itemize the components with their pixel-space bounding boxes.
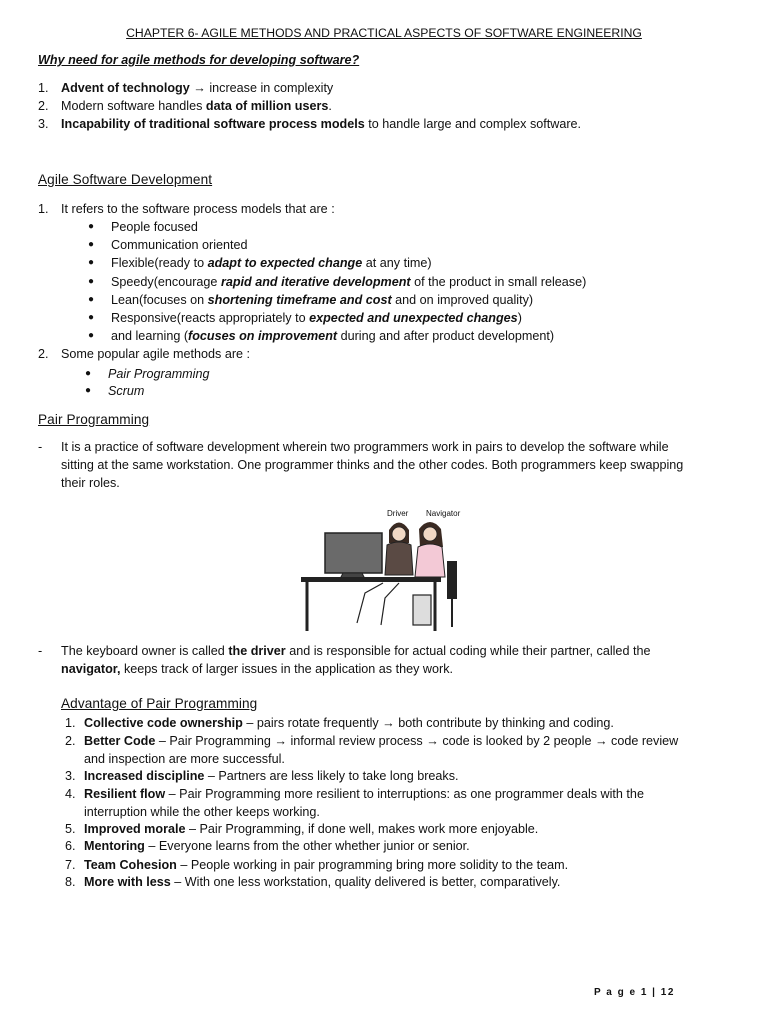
bullet-dot: ●: [88, 239, 95, 250]
document-page: CHAPTER 6- AGILE METHODS AND PRACTICAL ASPECTS OF SOFTWARE ENGINEERING Why need for agile methods for developing software? 1. Advent of technology → increase in complexity 2. Modern software handles data of million users. 3. Incapability of traditional software process models to handle large and complex software. Agile Software Development 1. It refers to the software process models that are : ● People focused ● Communication oriented ● Flexible(ready to adapt to expected change at any time) ● Speedy(encourage rapid and iterative development of the product in small release) ● Lean(focuses on shortening timeframe and cost and on improved quality) ● Responsive(reacts appropriately to expected and unexpected changes) ● and learning (focuses on improvement during and after product development) 2. Some popular agile methods are : ● Pair Programming ● Scrum Pair Programming - It is a practice of software development wherein two programmers work in pairs to develop the software while sitting at the same workstation. One programmer thinks and the other codes. Both programmers keep swapping their roles. Driver Navigator - The keyboard owner is called the driver and is responsible for actual coding while their partner, called the navigator, keeps track of larger issues in the application as they work. Advantage of Pair Programming 1. Collective code ownership – pairs rotate frequently → both contribute by thinking and coding. 2. Better Code – Pair Programming → informal review process → code is looked by 2 people → code review and inspection are more successful. 3. Increased discipline – Partners are less likely to take long breaks. 4. Resilient flow – Pair Programming more resilient to interruptions: as one programmer deals with the interruption while the other keeps working. 5. Improved morale – Pair Programming, if done well, makes work more enjoyable. 6. Mentoring – Everyone learns from the other whether junior or senior. 7. Team Cohesion – People working in pair programming bring more solidity to the team. 8. More with less – With one less workstation, quality delivered is better, comparatively. P a g e 1 | 12: [0, 0, 768, 1024]
monitor-icon: [325, 533, 382, 573]
pair-programming-illustration: [295, 503, 465, 633]
bullet-dot: ●: [88, 330, 95, 341]
pair-paragraph: It is a practice of software development wherein two programmers work in pairs to develop the software while sitting at the same workstation. One programmer thinks and the other codes. Both programmers keep swapping their roles.: [61, 440, 684, 490]
chair-icon: [447, 561, 457, 599]
bullet-dot: ●: [85, 385, 92, 396]
why-heading: Why need for agile methods for developing software?: [38, 53, 360, 67]
chapter-title: CHAPTER 6- AGILE METHODS AND PRACTICAL ASPECTS OF SOFTWARE ENGINEERING: [126, 26, 642, 40]
page-number: P a g e 1 | 12: [594, 987, 675, 998]
bullet-dot: ●: [88, 276, 95, 287]
bullet-dot: ●: [85, 368, 92, 379]
bullet-dot: ●: [88, 312, 95, 323]
bullet-dot: ●: [88, 294, 95, 305]
driver-navigator-paragraph: The keyboard owner is called the driver and is responsible for actual coding while their partner, called the navigator, keeps track of larger issues in the application as they work.: [61, 644, 651, 676]
bullet-dot: ●: [88, 221, 95, 232]
agile-heading: Agile Software Development: [38, 172, 213, 187]
pair-dash-2: -: [38, 644, 43, 658]
advantages-heading: Advantage of Pair Programming: [61, 696, 258, 711]
desk-icon: [301, 577, 441, 582]
navigator-label: Navigator: [426, 509, 461, 518]
pair-heading: Pair Programming: [38, 412, 150, 427]
pair-dash: -: [38, 440, 43, 454]
bullet-dot: ●: [88, 257, 95, 268]
driver-label: Driver: [387, 509, 409, 518]
